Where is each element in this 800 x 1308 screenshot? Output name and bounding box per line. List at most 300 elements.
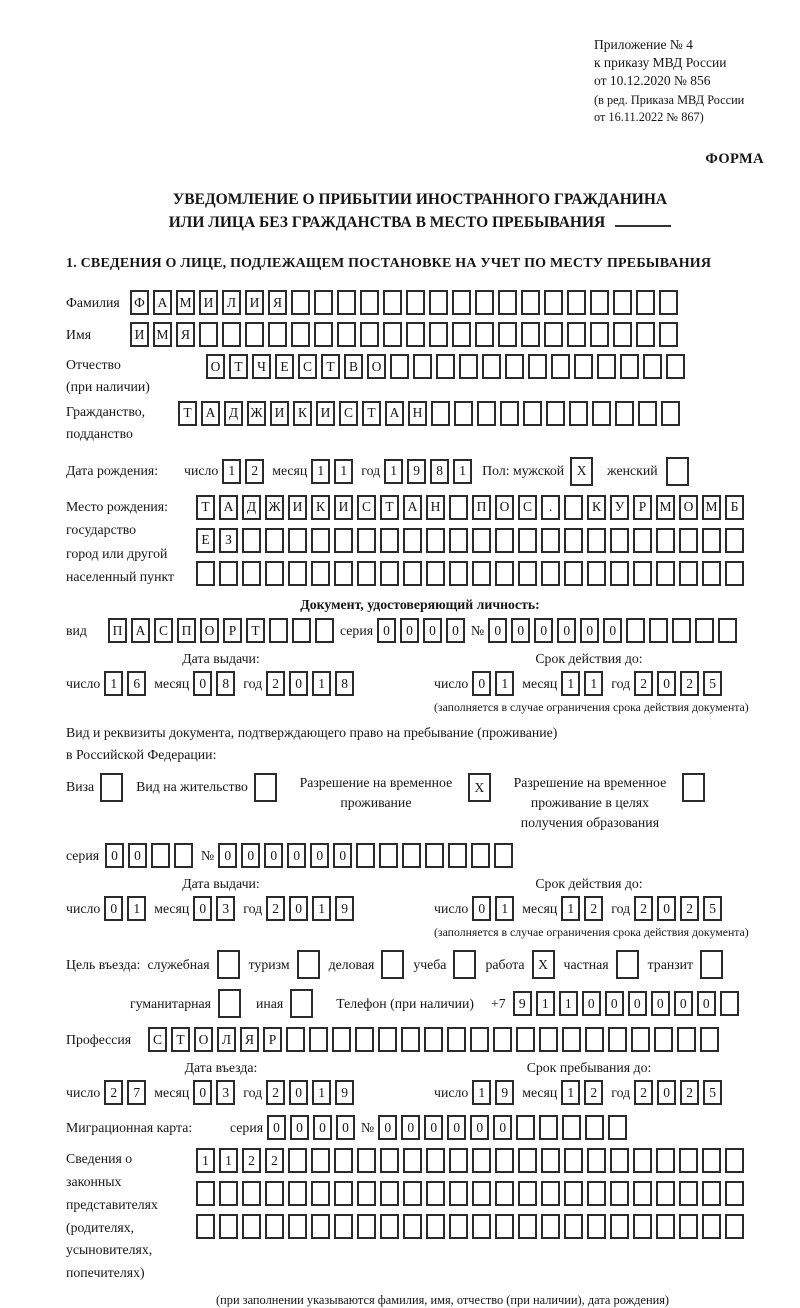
char-cell-empty [633, 561, 652, 586]
char-cell-empty [493, 1027, 512, 1052]
char-cell-empty [265, 528, 284, 553]
char-cell-filled: М [702, 495, 721, 520]
char-cell-filled: Р [633, 495, 652, 520]
permit-number-cells [218, 843, 513, 868]
char-cell-filled: 2 [584, 1080, 603, 1105]
char-cell-empty [477, 401, 496, 426]
char-cell-filled: Т [178, 401, 197, 426]
char-cell-empty [380, 1214, 399, 1239]
char-cell-empty [475, 290, 494, 315]
phone-cells [513, 991, 739, 1016]
char-cell-filled: О [200, 618, 219, 643]
char-cell-empty [291, 290, 310, 315]
char-cell-filled: 0 [313, 1115, 332, 1140]
char-cell-filled: 7 [127, 1080, 146, 1105]
char-cell-empty [523, 401, 542, 426]
header-line: Приложение № 4 [594, 37, 693, 52]
char-cell-empty [449, 1181, 468, 1206]
char-cell-filled: 2 [634, 671, 653, 696]
residence-doc-intro-2: в Российской Федерации: [66, 747, 217, 763]
identity-document-heading: Документ, удостоверяющий личность: [300, 597, 540, 613]
char-cell-empty [334, 1148, 353, 1173]
char-cell-empty [656, 1148, 675, 1173]
char-cell-empty [610, 1181, 629, 1206]
char-cell-empty [288, 561, 307, 586]
doc-number-cells [488, 618, 737, 643]
char-cell-empty [541, 1214, 560, 1239]
char-cell-filled: 2 [266, 1080, 285, 1105]
char-cell-filled: Т [362, 401, 381, 426]
char-cell-empty [725, 1181, 744, 1206]
char-cell-empty [449, 495, 468, 520]
char-cell-empty [679, 1214, 698, 1239]
char-cell-empty [402, 843, 421, 868]
char-cell-filled: 2 [242, 1148, 261, 1173]
char-cell-empty [390, 354, 409, 379]
char-cell-empty [357, 561, 376, 586]
sex-female-label: женский [607, 463, 658, 479]
char-cell-empty [539, 1027, 558, 1052]
char-cell-empty [495, 561, 514, 586]
char-cell-empty [286, 1027, 305, 1052]
char-cell-empty [544, 290, 563, 315]
char-cell-empty [666, 354, 685, 379]
char-cell-filled: 0 [267, 1115, 286, 1140]
char-cell-filled: 0 [310, 843, 329, 868]
char-cell-empty [610, 561, 629, 586]
char-cell-empty [656, 528, 675, 553]
char-cell-empty [403, 528, 422, 553]
char-cell-empty [472, 528, 491, 553]
char-cell-filled: X [468, 773, 491, 802]
birthplace-row1-cells [196, 495, 744, 520]
char-cell-empty [656, 1181, 675, 1206]
char-cell-empty [608, 1027, 627, 1052]
year-label: год [361, 463, 381, 479]
char-cell-filled: 2 [634, 896, 653, 921]
char-cell-empty [551, 354, 570, 379]
char-cell-empty [472, 1148, 491, 1173]
char-cell-empty [610, 1214, 629, 1239]
migration-card-label: Миграционная карта: [66, 1119, 193, 1135]
title-line-2: ИЛИ ЛИЦА БЕЗ ГРАЖДАНСТВА В МЕСТО ПРЕБЫВАНИЯ [66, 211, 774, 234]
permit-issue-date: число 0 1 месяц 0 3 год 2 0 1 9 [66, 896, 434, 921]
visit-purpose-row-2: гуманитарная иная Телефон (при наличии) +7 9 1 1 0 0 0 0 0 0 [130, 989, 774, 1018]
char-cell-empty [541, 1148, 560, 1173]
char-cell-filled: Е [196, 528, 215, 553]
birth-month-cells [311, 459, 353, 484]
char-cell-filled: П [472, 495, 491, 520]
char-cell-empty [626, 618, 645, 643]
char-cell-filled: 1 [561, 896, 580, 921]
char-cell-empty [682, 773, 705, 802]
char-cell-empty [378, 1027, 397, 1052]
char-cell-filled: 1 [561, 671, 580, 696]
char-cell-filled: Д [242, 495, 261, 520]
header-sub-line: от 16.11.2022 № 867) [594, 109, 704, 124]
char-cell-empty [268, 322, 287, 347]
char-cell-filled: Я [268, 290, 287, 315]
char-cell-empty [567, 322, 586, 347]
char-cell-filled: 2 [584, 896, 603, 921]
purpose-other-checkbox [290, 989, 313, 1018]
char-cell-empty [505, 354, 524, 379]
char-cell-filled: И [130, 322, 149, 347]
char-cell-empty [633, 528, 652, 553]
char-cell-empty [196, 1181, 215, 1206]
char-cell-filled: Л [217, 1027, 236, 1052]
char-cell-empty [567, 290, 586, 315]
char-cell-filled: 0 [472, 896, 491, 921]
char-cell-empty [360, 290, 379, 315]
permit-series-label: серия [66, 847, 100, 863]
entry-date: число 2 7 месяц 0 3 год 2 0 1 9 [66, 1080, 434, 1105]
doc-issue-year-cells [266, 671, 354, 696]
char-cell-empty [311, 528, 330, 553]
char-cell-filled: М [176, 290, 195, 315]
stay-until-heading: Срок пребывания до: [526, 1060, 652, 1076]
temp-permit-label: Разрешение на временное проживание [299, 775, 453, 811]
char-cell-filled: 0 [128, 843, 147, 868]
char-cell-empty [679, 1148, 698, 1173]
char-cell-filled: В [344, 354, 363, 379]
char-cell-empty [590, 290, 609, 315]
char-cell-filled: Н [426, 495, 445, 520]
char-cell-filled: С [518, 495, 537, 520]
edu-permit-checkbox [682, 773, 705, 802]
doc-expiry-year-cells [634, 671, 722, 696]
char-cell-empty [528, 354, 547, 379]
char-cell-filled: X [532, 950, 555, 979]
char-cell-filled: 0 [447, 1115, 466, 1140]
char-cell-filled: Н [408, 401, 427, 426]
char-cell-empty [406, 322, 425, 347]
char-cell-empty [311, 561, 330, 586]
temp-permit-option [290, 773, 491, 813]
char-cell-empty [452, 290, 471, 315]
birth-year-cells [384, 459, 472, 484]
char-cell-empty [360, 322, 379, 347]
char-cell-filled: 2 [266, 671, 285, 696]
char-cell-empty [218, 989, 241, 1018]
residence-doc-series-row [66, 843, 774, 868]
char-cell-filled: 1 [536, 991, 555, 1016]
char-cell-empty [679, 528, 698, 553]
char-cell-empty [356, 843, 375, 868]
char-cell-empty [314, 322, 333, 347]
day-label: число [184, 463, 219, 479]
char-cell-filled: 0 [657, 1080, 676, 1105]
char-cell-filled: 1 [384, 459, 403, 484]
char-cell-empty [592, 401, 611, 426]
patronymic-label: Отчество (при наличии) [66, 357, 150, 395]
char-cell-filled: С [298, 354, 317, 379]
entry-year-cells [266, 1080, 354, 1105]
char-cell-filled: 8 [430, 459, 449, 484]
char-cell-filled: 0 [582, 991, 601, 1016]
doc-expiry-month-cells [561, 671, 603, 696]
char-cell-empty [718, 618, 737, 643]
char-cell-empty [521, 290, 540, 315]
char-cell-empty [426, 1148, 445, 1173]
purpose-work-checkbox [532, 950, 555, 979]
char-cell-empty [334, 1181, 353, 1206]
char-cell-filled: 0 [697, 991, 716, 1016]
residence-permit-label: Вид на жительство [136, 779, 248, 795]
char-cell-empty [562, 1115, 581, 1140]
char-cell-filled: К [293, 401, 312, 426]
char-cell-filled: А [403, 495, 422, 520]
char-cell-empty [403, 561, 422, 586]
char-cell-empty [403, 1148, 422, 1173]
char-cell-empty [562, 1027, 581, 1052]
char-cell-filled: 2 [265, 1148, 284, 1173]
char-cell-empty [616, 950, 639, 979]
char-cell-filled: Т [196, 495, 215, 520]
char-cell-empty [725, 561, 744, 586]
birthplace-label: Место рождения: государство город или другой населенный пункт [66, 498, 175, 584]
char-cell-filled: 1 [127, 896, 146, 921]
char-cell-empty [383, 322, 402, 347]
char-cell-empty [431, 401, 450, 426]
char-cell-empty [291, 322, 310, 347]
char-cell-filled: 0 [401, 1115, 420, 1140]
char-cell-empty [613, 322, 632, 347]
char-cell-filled: 3 [216, 896, 235, 921]
char-cell-empty [587, 1214, 606, 1239]
char-cell-empty [426, 561, 445, 586]
migration-series-cells [267, 1115, 355, 1140]
char-cell-filled: 2 [680, 671, 699, 696]
char-cell-empty [265, 1214, 284, 1239]
char-cell-empty [495, 1214, 514, 1239]
char-cell-empty [564, 561, 583, 586]
char-cell-empty [638, 401, 657, 426]
char-cell-empty [199, 322, 218, 347]
char-cell-empty [357, 1214, 376, 1239]
char-cell-filled: 0 [651, 991, 670, 1016]
char-cell-filled: Т [229, 354, 248, 379]
char-cell-filled: А [131, 618, 150, 643]
char-cell-empty [426, 528, 445, 553]
char-cell-empty [636, 290, 655, 315]
char-cell-empty [254, 773, 277, 802]
char-cell-empty [587, 1181, 606, 1206]
char-cell-empty [702, 1148, 721, 1173]
char-cell-empty [498, 322, 517, 347]
char-cell-empty [332, 1027, 351, 1052]
profession-row [66, 1027, 774, 1052]
char-cell-empty [472, 561, 491, 586]
char-cell-filled: 0 [289, 896, 308, 921]
char-cell-filled: С [339, 401, 358, 426]
char-cell-filled: 0 [423, 618, 442, 643]
char-cell-filled: 5 [703, 671, 722, 696]
char-cell-empty [426, 1214, 445, 1239]
given-name-label: Имя [66, 326, 92, 342]
char-cell-empty [426, 1181, 445, 1206]
char-cell-empty [482, 354, 501, 379]
char-cell-filled: 0 [446, 618, 465, 643]
identity-document-row [66, 618, 774, 643]
char-cell-empty [470, 1027, 489, 1052]
doc-type-label: вид [66, 622, 87, 638]
char-cell-filled: 1 [312, 1080, 331, 1105]
profession-cells [148, 1027, 719, 1052]
char-cell-empty [471, 843, 490, 868]
char-cell-filled: 0 [628, 991, 647, 1016]
char-cell-empty [661, 401, 680, 426]
char-cell-empty [269, 618, 288, 643]
char-cell-filled: 0 [104, 896, 123, 921]
char-cell-filled: 0 [193, 896, 212, 921]
char-cell-empty [720, 991, 739, 1016]
permit-number-label: № [201, 847, 215, 863]
char-cell-empty [495, 1181, 514, 1206]
char-cell-filled: 0 [193, 671, 212, 696]
char-cell-filled: 1 [312, 896, 331, 921]
char-cell-filled: Р [223, 618, 242, 643]
char-cell-filled: 5 [703, 1080, 722, 1105]
identity-document-dates [66, 651, 774, 715]
char-cell-empty [500, 401, 519, 426]
char-cell-filled: З [219, 528, 238, 553]
char-cell-filled: 1 [311, 459, 330, 484]
residence-permit-option [136, 773, 277, 802]
month-label: месяц [272, 463, 308, 479]
char-cell-empty [449, 1148, 468, 1173]
char-cell-empty [242, 1214, 261, 1239]
char-cell-empty [219, 1181, 238, 1206]
permit-series-cells [105, 843, 193, 868]
entry-month-cells [193, 1080, 235, 1105]
char-cell-filled: 1 [453, 459, 472, 484]
char-cell-empty [725, 528, 744, 553]
char-cell-empty [610, 1148, 629, 1173]
char-cell-filled: Д [224, 401, 243, 426]
birth-day-cells [222, 459, 264, 484]
char-cell-empty [725, 1214, 744, 1239]
char-cell-filled: С [357, 495, 376, 520]
char-cell-empty [475, 322, 494, 347]
char-cell-empty [334, 561, 353, 586]
char-cell-empty [151, 843, 170, 868]
surname-row [66, 290, 774, 315]
char-cell-empty [379, 843, 398, 868]
entry-dates [66, 1060, 774, 1105]
header-line: к приказу МВД России [594, 54, 727, 70]
char-cell-filled: 1 [472, 1080, 491, 1105]
char-cell-empty [518, 1181, 537, 1206]
header-sub-line: (в ред. Приказа МВД России [594, 93, 745, 108]
char-cell-filled: О [679, 495, 698, 520]
permit-expiry-date: число 0 1 месяц 1 2 год 2 0 2 5 [434, 896, 774, 921]
permit-expiry-month-cells [561, 896, 603, 921]
purpose-humanitarian-checkbox [218, 989, 241, 1018]
char-cell-filled: О [206, 354, 225, 379]
char-cell-empty [495, 1148, 514, 1173]
form-word: ФОРМА [705, 150, 764, 167]
char-cell-empty [288, 1181, 307, 1206]
purpose-study-checkbox [453, 950, 476, 979]
edu-permit-option [504, 773, 705, 833]
char-cell-empty [265, 561, 284, 586]
issue-date-heading: Дата выдачи: [182, 651, 260, 667]
temp-permit-checkbox [468, 773, 491, 802]
visit-purpose-label: Цель въезда: [66, 956, 141, 972]
char-cell-empty [380, 1181, 399, 1206]
title-line-1: УВЕДОМЛЕНИЕ О ПРИБЫТИИ ИНОСТРАННОГО ГРАЖДАНИНА [172, 190, 668, 208]
char-cell-empty [403, 1214, 422, 1239]
char-cell-filled: 0 [218, 843, 237, 868]
char-cell-filled: 9 [495, 1080, 514, 1105]
doc-series-cells [377, 618, 465, 643]
char-cell-empty [357, 1181, 376, 1206]
char-cell-filled: 2 [680, 1080, 699, 1105]
stay-year-cells [634, 1080, 722, 1105]
char-cell-empty [449, 1214, 468, 1239]
sex-female-checkbox [666, 457, 689, 486]
doc-expiry-date: число 0 1 месяц 1 1 год 2 0 2 5 [434, 671, 774, 696]
char-cell-empty [472, 1214, 491, 1239]
char-cell-empty [311, 1181, 330, 1206]
char-cell-empty [702, 561, 721, 586]
char-cell-empty [222, 322, 241, 347]
char-cell-empty [564, 1148, 583, 1173]
char-cell-empty [315, 618, 334, 643]
given-name-row [66, 322, 774, 347]
char-cell-empty [334, 1214, 353, 1239]
char-cell-empty [656, 561, 675, 586]
representatives-row3-cells [196, 1214, 744, 1239]
char-cell-empty [633, 1148, 652, 1173]
char-cell-empty [494, 843, 513, 868]
char-cell-empty [672, 618, 691, 643]
representatives-note: (при заполнении указываются фамилия, имя, отчество (при наличии), дата рождения) [216, 1292, 670, 1307]
stay-day-cells [472, 1080, 514, 1105]
char-cell-empty [569, 401, 588, 426]
char-cell-filled: 1 [334, 459, 353, 484]
char-cell-filled: X [570, 457, 593, 486]
char-cell-empty [196, 1214, 215, 1239]
char-cell-filled: М [153, 322, 172, 347]
char-cell-filled: Я [240, 1027, 259, 1052]
char-cell-filled: И [334, 495, 353, 520]
char-cell-filled: Б [725, 495, 744, 520]
char-cell-filled: А [219, 495, 238, 520]
char-cell-empty [447, 1027, 466, 1052]
patronymic-cells [206, 354, 685, 379]
char-cell-empty [597, 354, 616, 379]
char-cell-empty [585, 1115, 604, 1140]
char-cell-filled: 0 [105, 843, 124, 868]
sex-male-checkbox [570, 457, 593, 486]
char-cell-filled: И [245, 290, 264, 315]
char-cell-filled: 1 [559, 991, 578, 1016]
permit-expiry-column: Срок действия до: число 0 1 месяц 1 2 год 2 0 2 5 (заполняется в случае ограничения срока действия документа) [434, 876, 774, 940]
purpose-tourism-checkbox [297, 950, 320, 979]
char-cell-filled: 0 [290, 1115, 309, 1140]
char-cell-empty [357, 528, 376, 553]
char-cell-filled: 0 [657, 671, 676, 696]
char-cell-filled: 2 [680, 896, 699, 921]
char-cell-empty [516, 1027, 535, 1052]
char-cell-empty [541, 1181, 560, 1206]
char-cell-empty [217, 950, 240, 979]
char-cell-filled: 1 [495, 671, 514, 696]
char-cell-filled: 9 [335, 896, 354, 921]
char-cell-filled: 0 [603, 618, 622, 643]
